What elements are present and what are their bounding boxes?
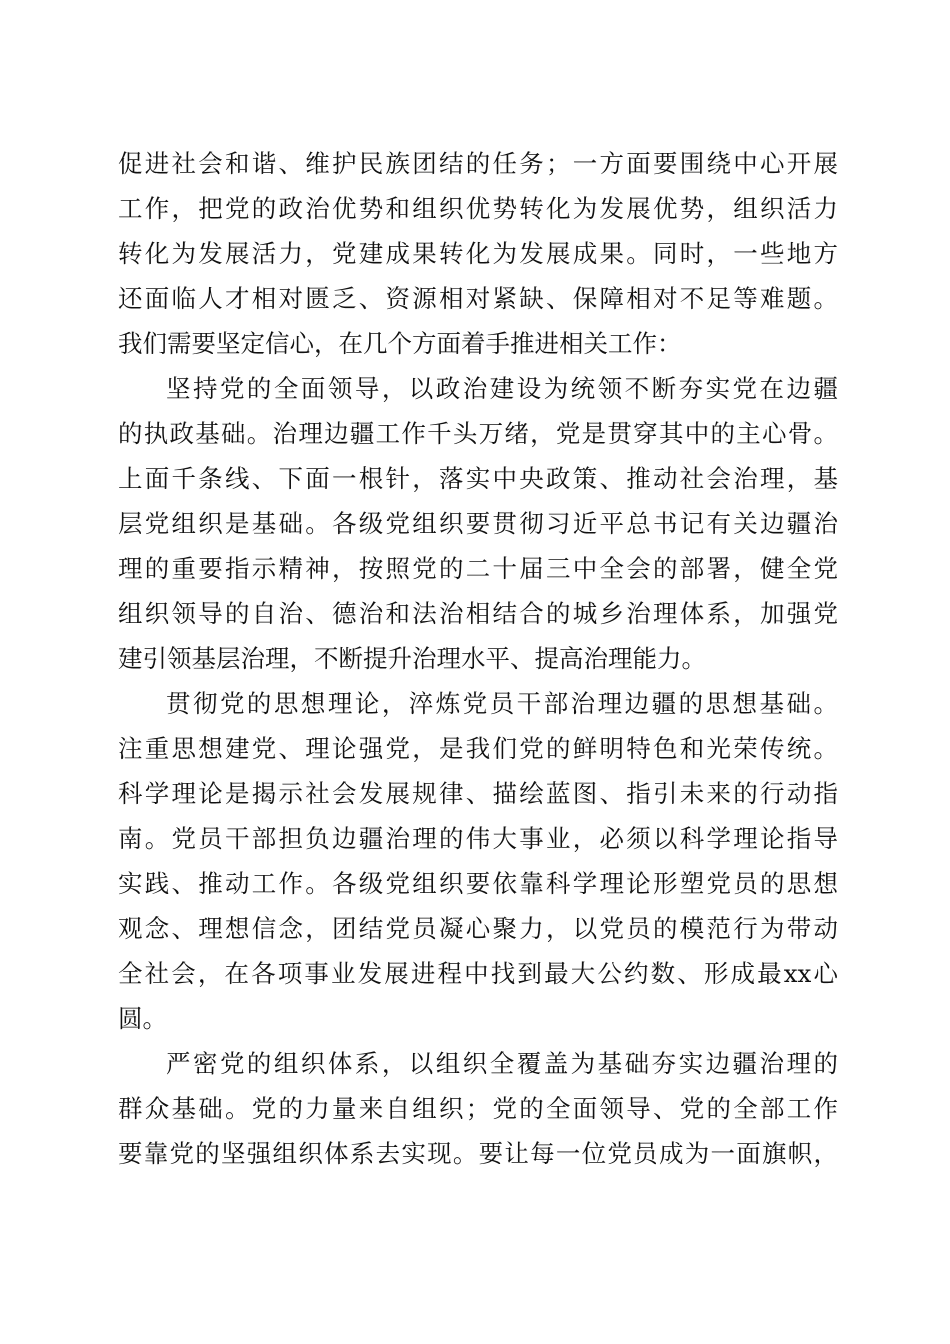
text-line: 要靠党的坚强组织体系去实现。要让每一位党员成为一面旗帜， <box>118 1139 838 1168</box>
text-line: 促进社会和谐、维护民族团结的任务；一方面要围绕中心开展 <box>118 149 838 178</box>
text-line: 南。党员干部担负边疆治理的伟大事业，必须以科学理论指导 <box>118 824 838 853</box>
text-line: 工作，把党的政治优势和组织优势转化为发展优势，组织活力 <box>118 194 838 223</box>
text-line: 群众基础。党的力量来自组织；党的全面领导、党的全部工作 <box>118 1094 838 1123</box>
text-line: 注重思想建党、理论强党，是我们党的鲜明特色和光荣传统。 <box>118 734 838 763</box>
text-line: 全社会，在各项事业发展进程中找到最大公约数、形成最xx心 <box>118 959 838 988</box>
text-line: 理的重要指示精神，按照党的二十届三中全会的部署，健全党 <box>118 554 838 583</box>
paragraph-first-line: 严密党的组织体系，以组织全覆盖为基础夯实边疆治理的 <box>166 1049 838 1078</box>
text-line: 组织领导的自治、德治和法治相结合的城乡治理体系，加强党 <box>118 599 838 628</box>
text-line: 建引领基层治理，不断提升治理水平、提高治理能力。 <box>118 644 706 673</box>
text-line: 还面临人才相对匮乏、资源相对紧缺、保障相对不足等难题。 <box>118 284 838 313</box>
text-line: 的执政基础。治理边疆工作千头万绪，党是贯穿其中的主心骨。 <box>118 419 838 448</box>
text-line: 层党组织是基础。各级党组织要贯彻习近平总书记有关边疆治 <box>118 509 838 538</box>
paragraph-first-line: 坚持党的全面领导，以政治建设为统领不断夯实党在边疆 <box>166 374 838 403</box>
text-line: 上面千条线、下面一根针，落实中央政策、推动社会治理，基 <box>118 464 838 493</box>
text-line: 我们需要坚定信心，在几个方面着手推进相关工作： <box>118 329 682 358</box>
text-line: 实践、推动工作。各级党组织要依靠科学理论形塑党员的思想 <box>118 869 838 898</box>
text-line: 转化为发展活力，党建成果转化为发展成果。同时，一些地方 <box>118 239 838 268</box>
text-line: 观念、理想信念，团结党员凝心聚力，以党员的模范行为带动 <box>118 914 838 943</box>
text-line: 圆。 <box>118 1004 167 1033</box>
paragraph-first-line: 贯彻党的思想理论，淬炼党员干部治理边疆的思想基础。 <box>166 689 838 718</box>
text-line: 科学理论是揭示社会发展规律、描绘蓝图、指引未来的行动指 <box>118 779 838 808</box>
